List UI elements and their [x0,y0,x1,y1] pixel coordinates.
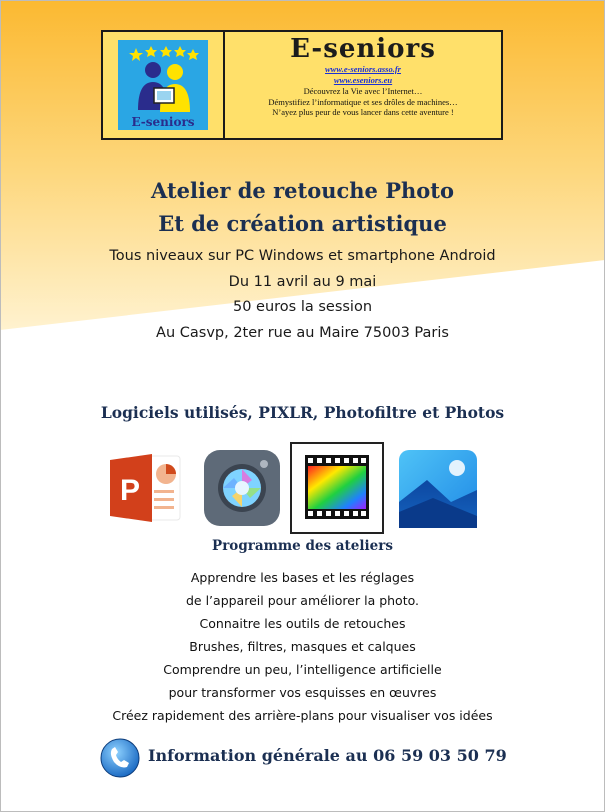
brand-name: E-seniors [290,34,436,64]
contact-info: Information générale au 06 59 03 50 79 [148,746,507,765]
svg-text:P: P [119,474,141,507]
photos-icon [399,450,477,528]
tagline-2: Démystifiez l’informatique et ses drôles de machines… [268,96,458,107]
programme-line-2: de l’appareil pour améliorer la photo. [185,593,420,608]
software-title: Logiciels utilisés, PIXLR, Photofiltre et Photos [100,403,505,422]
header-text [225,32,501,138]
detail-level: Tous niveaux sur PC Windows et smartphone Android [109,248,496,264]
programme-line-1: Apprendre les bases et les réglages [190,570,415,585]
title-line-2: Et de création artistique [158,211,447,236]
title-line-1: Atelier de retouche Photo [151,178,454,203]
programme-line-7: Créez rapidement des arrière-plans pour visualiser vos idées [112,708,493,723]
logo-text: E-seniors [131,115,195,129]
logo-cell [103,32,225,138]
website-link-2[interactable]: www.eseniors.eu [333,75,393,85]
detail-dates: Du 11 avril au 9 mai [228,274,377,290]
photofiltre-icon [290,442,384,534]
programme-title: Programme des ateliers [212,538,393,554]
website-link-1[interactable]: www.e-seniors.asso.fr [325,64,401,74]
detail-price: 50 euros la session [232,299,373,315]
programme-line-5: Comprendre un peu, l’intelligence artificielle [163,662,442,677]
pixlr-icon [204,450,280,526]
detail-address: Au Casvp, 2ter rue au Maire 75003 Paris [156,325,449,341]
programme-line-6: pour transformer vos esquisses en œuvres [168,685,437,700]
programme-line-3: Connaitre les outils de retouches [199,616,406,631]
programme-line-4: Brushes, filtres, masques et calques [189,639,416,654]
tagline-3: N’ayez plus peur de vous lancer dans cette aventure ! [272,107,454,117]
header-box [101,30,503,140]
powerpoint-icon [108,450,184,526]
phone-icon [100,738,140,778]
e-seniors-logo [118,40,208,130]
tagline-1: Découvrez la Vie avec l’Internet… [303,86,423,96]
